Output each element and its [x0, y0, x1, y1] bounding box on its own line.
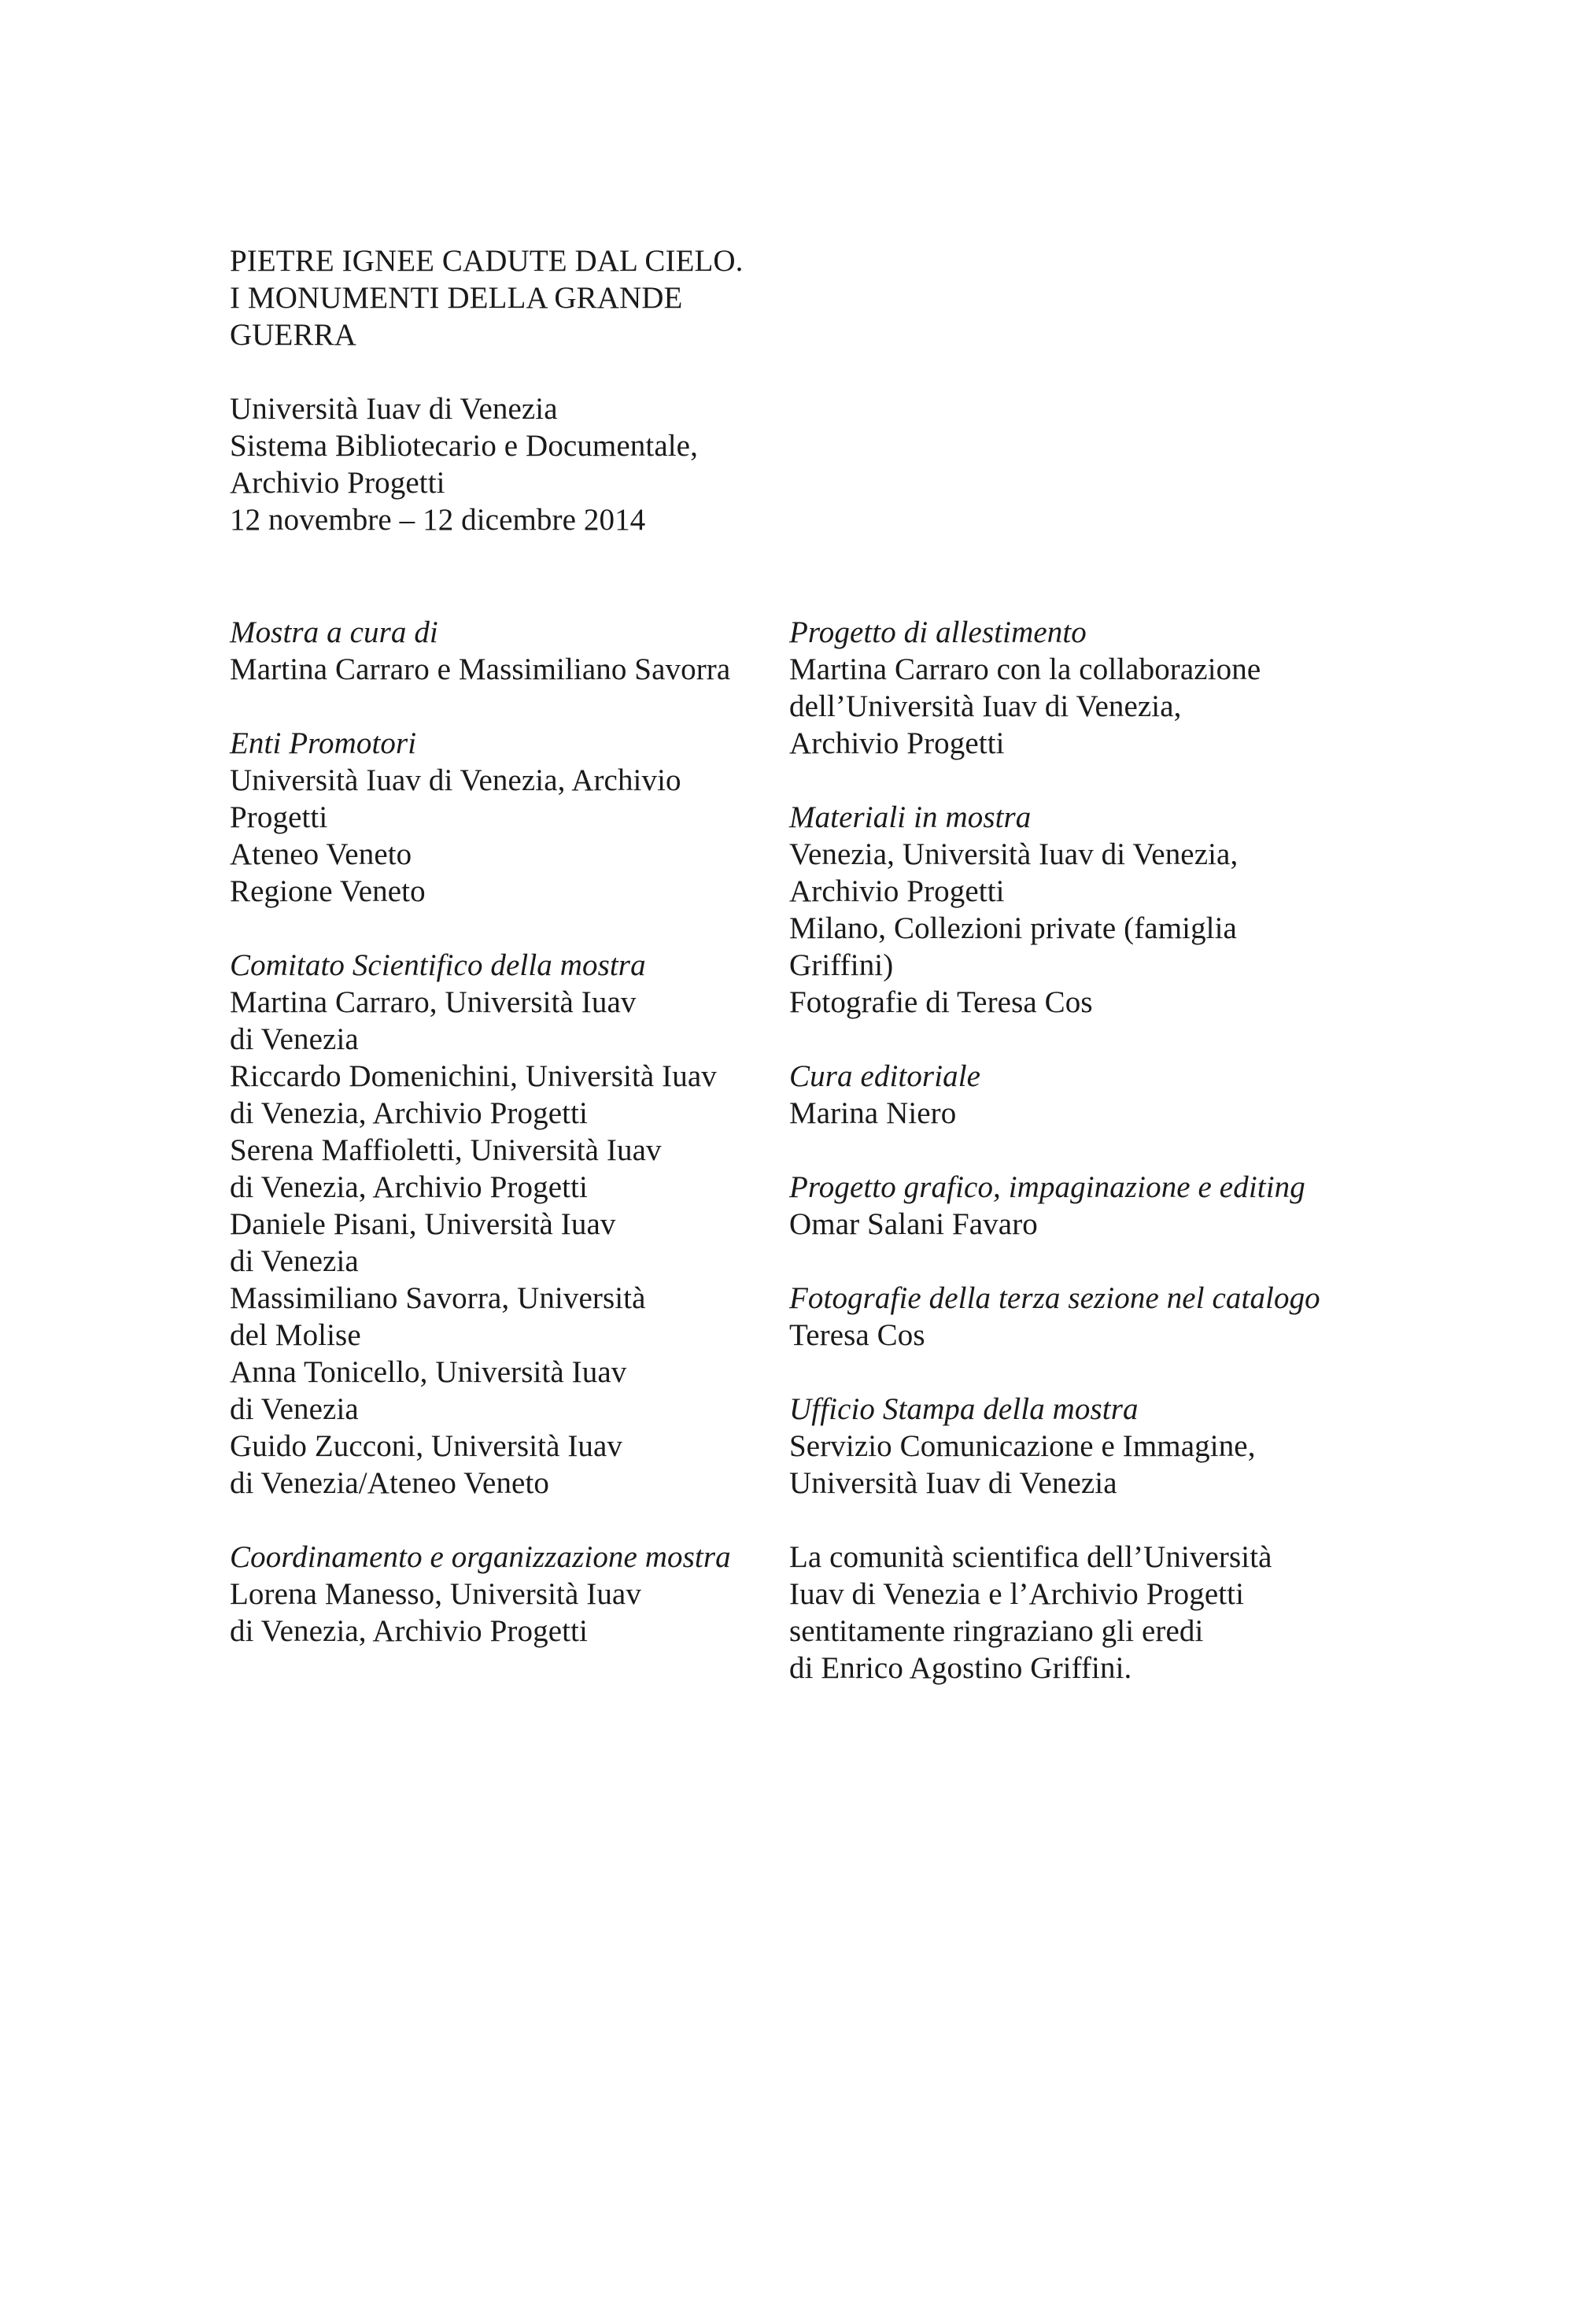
- credit-line: dell’Università Iuav di Venezia,: [789, 689, 1182, 723]
- exhibition-dates: 12 novembre – 12 dicembre 2014: [230, 503, 646, 537]
- credit-line: di Venezia: [230, 1244, 359, 1278]
- exhibition-title: [230, 242, 744, 353]
- section-promoters: [230, 725, 765, 910]
- credit-line: di Venezia, Archivio Progetti: [230, 1170, 588, 1204]
- credit-line: Martina Carraro e Massimiliano Savorra: [230, 652, 731, 686]
- title-line: GUERRA: [230, 318, 356, 352]
- section-heading: Cura editoriale: [789, 1059, 981, 1093]
- credit-line: Università Iuav di Venezia: [789, 1466, 1117, 1500]
- credit-line: Martina Carraro, Università Iuav: [230, 985, 637, 1019]
- section-heading: Progetto grafico, impaginazione e editing: [789, 1170, 1305, 1204]
- section-heading: Fotografie della terza sezione nel catalogo: [789, 1281, 1320, 1315]
- section-heading: Progetto di allestimento: [789, 615, 1087, 649]
- section-editorial: [789, 1058, 1371, 1132]
- credit-line: Milano, Collezioni private (famiglia: [789, 911, 1237, 945]
- credit-line: Ateneo Veneto: [230, 837, 412, 871]
- credit-line: Archivio Progetti: [789, 874, 1005, 908]
- credit-line: Anna Tonicello, Università Iuav: [230, 1355, 627, 1389]
- credit-line: Riccardo Domenichini, Università Iuav: [230, 1059, 717, 1093]
- section-heading: Comitato Scientifico della mostra: [230, 948, 646, 982]
- credit-line: Daniele Pisani, Università Iuav: [230, 1207, 616, 1241]
- credit-line: di Venezia, Archivio Progetti: [230, 1614, 588, 1648]
- credit-line: Massimiliano Savorra, Università: [230, 1281, 646, 1315]
- venue-info: [230, 390, 698, 538]
- credit-line: Serena Maffioletti, Università Iuav: [230, 1133, 662, 1167]
- credit-line: Griffini): [789, 948, 894, 982]
- acknowledgement-line: di Enrico Agostino Griffini.: [789, 1651, 1132, 1685]
- credit-line: Progetti: [230, 800, 328, 834]
- section-coordination: [230, 1539, 765, 1650]
- credits-right-column: [789, 614, 1371, 1724]
- section-heading: Enti Promotori: [230, 726, 417, 760]
- credit-line: Archivio Progetti: [789, 726, 1005, 760]
- section-scientific-committee: [230, 947, 765, 1502]
- credit-line: Servizio Comunicazione e Immagine,: [789, 1429, 1256, 1463]
- credit-line: Teresa Cos: [789, 1318, 925, 1352]
- credit-line: Venezia, Università Iuav di Venezia,: [789, 837, 1239, 871]
- credit-line: di Venezia/Ateneo Veneto: [230, 1466, 549, 1500]
- section-catalog-photography: [789, 1280, 1371, 1354]
- section-heading: Ufficio Stampa della mostra: [789, 1392, 1139, 1426]
- section-press-office: [789, 1391, 1371, 1502]
- section-exhibition-design: [789, 614, 1371, 762]
- acknowledgement-line: sentitamente ringraziano gli eredi: [789, 1614, 1204, 1648]
- section-heading: Materiali in mostra: [789, 800, 1032, 834]
- section-heading: Mostra a cura di: [230, 615, 438, 649]
- credit-line: di Venezia: [230, 1022, 359, 1056]
- title-line: PIETRE IGNEE CADUTE DAL CIELO.: [230, 244, 744, 278]
- section-heading: Coordinamento e organizzazione mostra: [230, 1540, 731, 1574]
- credit-line: Università Iuav di Venezia, Archivio: [230, 763, 681, 797]
- credit-line: Omar Salani Favaro: [789, 1207, 1038, 1241]
- venue-line: Sistema Bibliotecario e Documentale,: [230, 429, 698, 463]
- title-line: I MONUMENTI DELLA GRANDE: [230, 281, 683, 315]
- credit-line: Martina Carraro con la collaborazione: [789, 652, 1261, 686]
- credit-line: del Molise: [230, 1318, 361, 1352]
- section-curators: [230, 614, 765, 688]
- section-acknowledgements: [789, 1539, 1371, 1687]
- credit-line: Regione Veneto: [230, 874, 426, 908]
- credit-line: Fotografie di Teresa Cos: [789, 985, 1093, 1019]
- credit-line: Lorena Manesso, Università Iuav: [230, 1577, 641, 1611]
- credit-line: Guido Zucconi, Università Iuav: [230, 1429, 623, 1463]
- credit-line: di Venezia: [230, 1392, 359, 1426]
- acknowledgement-line: Iuav di Venezia e l’Archivio Progetti: [789, 1577, 1245, 1611]
- credit-line: di Venezia, Archivio Progetti: [230, 1096, 588, 1130]
- credit-line: Marina Niero: [789, 1096, 957, 1130]
- credits-left-column: [230, 614, 765, 1687]
- acknowledgement-line: La comunità scientifica dell’Università: [789, 1540, 1272, 1574]
- section-exhibited-materials: [789, 799, 1371, 1021]
- section-graphic-design: [789, 1169, 1371, 1243]
- venue-line: Archivio Progetti: [230, 466, 445, 500]
- venue-line: Università Iuav di Venezia: [230, 392, 558, 426]
